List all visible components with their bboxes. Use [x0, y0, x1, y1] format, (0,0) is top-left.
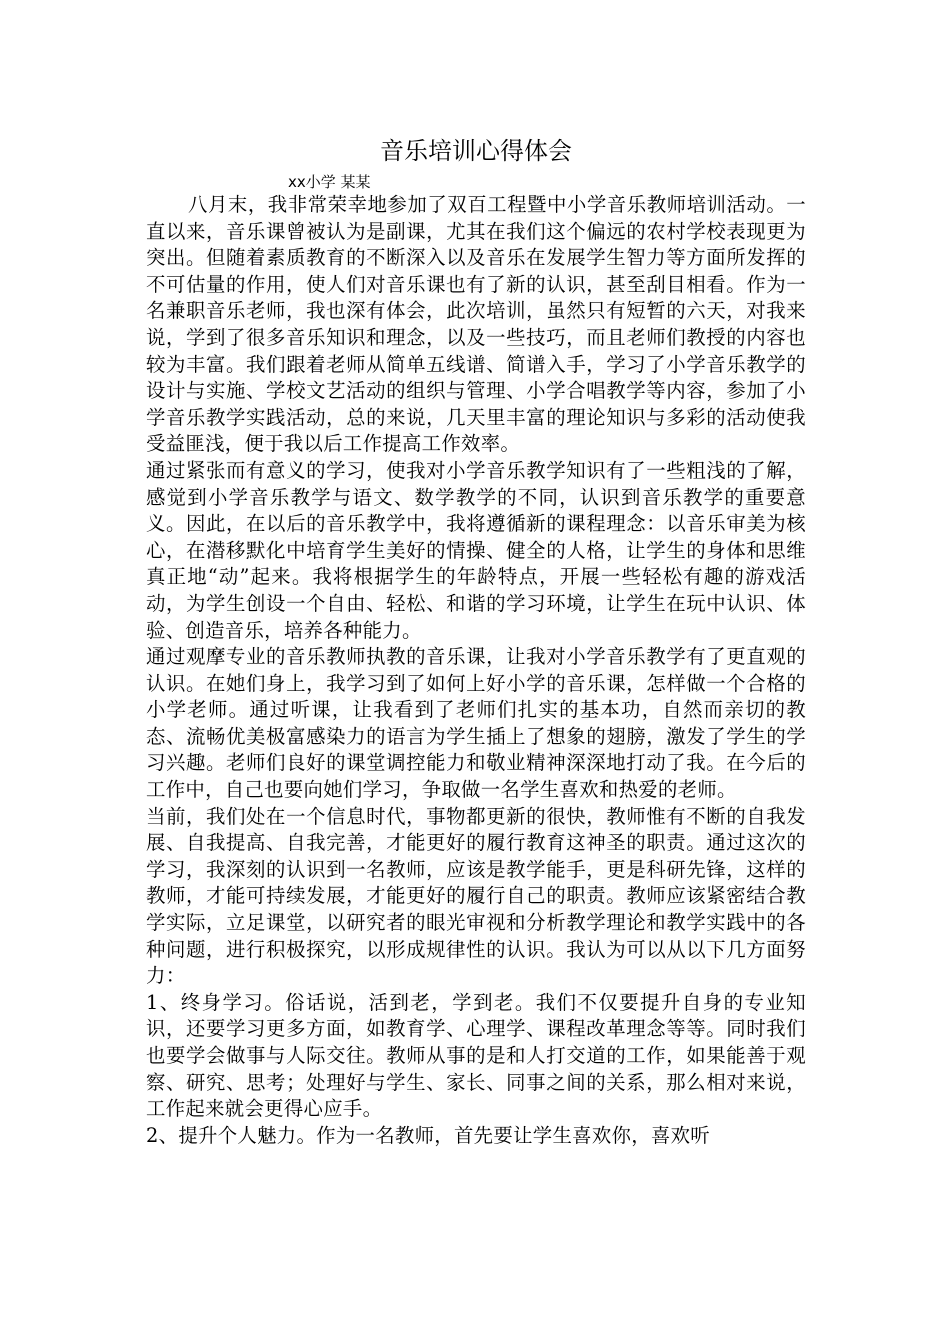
paragraph-5: 1、终身学习。俗话说，活到老，学到老。我们不仅要提升自身的专业知识，还要学习更多方面，如教育学、心理学、课程改革理念等等。同时我们也要学会做事与人际交往。教师从事的是和人打交道的工作，如果能善于观察、研究、思考；处理好与学生、家长、同事之间的关系，那么相对来说，工作起来就会更得心应手。 — [146, 990, 806, 1121]
paragraph-2: 通过紧张而有意义的学习，使我对小学音乐教学知识有了一些粗浅的了解，感觉到小学音乐教学与语文、数学教学的不同，认识到音乐教学的重要意义。因此，在以后的音乐教学中，我将遵循新的课程理念：以音乐审美为核心，在潜移默化中培育学生美好的情操、健全的人格，让学生的身体和思维真正地“动”起来。我将根据学生的年龄特点，开展一些轻松有趣的游戏活动，为学生创设一个自由、轻松、和谐的学习环境，让学生在玩中认识、体验、创造音乐，培养各种能力。 — [146, 458, 806, 642]
paragraph-4: 当前，我们处在一个信息时代，事物都更新的很快，教师惟有不断的自我发展、自我提高、自我完善，才能更好的履行教育这神圣的职责。通过这次的学习，我深刻的认识到一名教师，应该是教学能手，更是科研先锋，这样的教师，才能可持续发展，才能更好的履行自己的职责。教师应该紧密结合教学实际，立足课堂，以研究者的眼光审视和分析教学理论和教学实践中的各种问题，进行积极探究，以形成规律性的认识。我认为可以从以下几方面努力： — [146, 804, 806, 988]
paragraph-3: 通过观摩专业的音乐教师执教的音乐课，让我对小学音乐教学有了更直观的认识。在她们身上，我学习到了如何上好小学的音乐课，怎样做一个合格的小学老师。通过听课，让我看到了老师们扎实的基本功，自然而亲切的教态、流畅优美极富感染力的语言为学生插上了想象的翅膀，激发了学生的学习兴趣。老师们良好的课堂调控能力和敬业精神深深地打动了我。在今后的工作中，自己也要向她们学习，争取做一名学生喜欢和热爱的老师。 — [146, 645, 806, 802]
document-author: xx小学 某某 — [288, 173, 371, 191]
paragraph-1: 八月末，我非常荣幸地参加了双百工程暨中小学音乐教师培训活动。一直以来，音乐课曾被认为是副课，尤其在我们这个偏远的农村学校表现更为突出。但随着素质教育的不断深入以及音乐在发展学生智力等方面所发挥的不可估量的作用，使人们对音乐课也有了新的认识，甚至刮目相看。作为一名兼职音乐老师，我也深有体会，此次培训，虽然只有短暂的六天，对我来说，学到了很多音乐知识和理念，以及一些技巧，而且老师们教授的内容也较为丰富。我们跟着老师从简单五线谱、简谱入手，学习了小学音乐教学的设计与实施、学校文艺活动的组织与管理、小学合唱教学等内容，参加了小学音乐教学实践活动，总的来说，几天里丰富的理论知识与多彩的活动使我受益匪浅，便于我以后工作提高工作效率。 — [146, 193, 806, 456]
document-page — [146, 134, 806, 1149]
document-title: 音乐培训心得体会 — [380, 137, 572, 165]
paragraph-6: 2、提升个人魅力。作为一名教师，首先要让学生喜欢你，喜欢听 — [146, 1123, 710, 1147]
document-body — [146, 192, 806, 1149]
